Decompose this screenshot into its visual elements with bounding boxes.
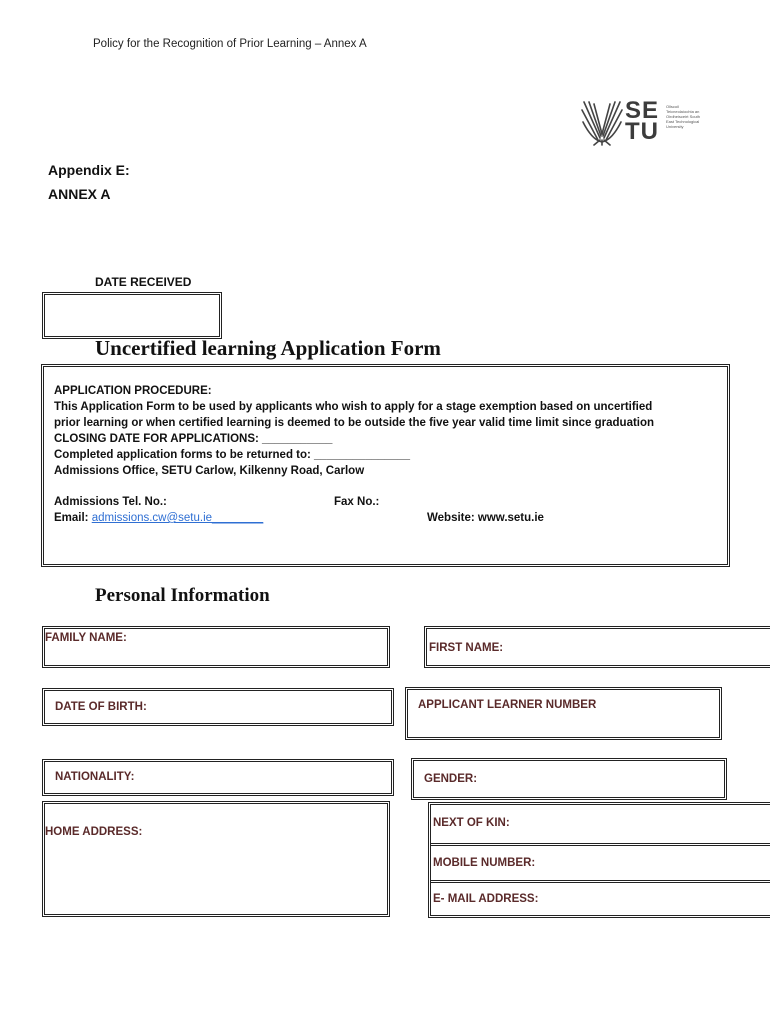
next-of-kin-label: NEXT OF KIN: bbox=[433, 817, 510, 829]
family-name-label: FAMILY NAME: bbox=[45, 632, 127, 644]
appendix-heading bbox=[48, 158, 130, 206]
email-link[interactable]: admissions.cw@setu.ie________ bbox=[91, 512, 264, 524]
learner-number-label: APPLICANT LEARNER NUMBER bbox=[418, 699, 597, 711]
mobile-label: MOBILE NUMBER: bbox=[433, 857, 536, 869]
setu-logo bbox=[580, 97, 701, 146]
date-received-label: DATE RECEIVED bbox=[95, 275, 192, 289]
procedure-line2: prior learning or when certified learning is deemed to be outside the five year valid time limit since graduation bbox=[54, 417, 655, 429]
logo-small-text: Ollscoil Teicneolaíochta an Oirdheisceirt South East Technological University bbox=[666, 104, 701, 129]
gender-label: GENDER: bbox=[424, 773, 478, 785]
mobile-number-field[interactable] bbox=[431, 846, 770, 880]
appendix-line2: ANNEX A bbox=[48, 186, 111, 202]
personal-info-title: Personal Information bbox=[95, 585, 270, 606]
setu-mark-icon bbox=[580, 100, 624, 146]
email-address-field[interactable] bbox=[431, 883, 770, 915]
contact-stack bbox=[428, 802, 770, 918]
application-procedure-box bbox=[41, 364, 730, 567]
email-label: Email: bbox=[54, 512, 89, 524]
dob-label: DATE OF BIRTH: bbox=[55, 701, 147, 713]
email-address-label: E- MAIL ADDRESS: bbox=[433, 893, 539, 905]
procedure-line1: This Application Form to be used by applicants who wish to apply for a stage exemption based on uncertified bbox=[54, 401, 653, 413]
page-header: Policy for the Recognition of Prior Learning – Annex A bbox=[93, 38, 367, 50]
gender-field[interactable] bbox=[411, 758, 727, 800]
admissions-office: Admissions Office, SETU Carlow, Kilkenny Road, Carlow bbox=[54, 465, 365, 477]
return-address-line: Completed application forms to be returned to: _______________ bbox=[54, 449, 410, 461]
form-title: Uncertified learning Application Form bbox=[95, 336, 441, 360]
nationality-label: NATIONALITY: bbox=[55, 771, 135, 783]
logo-letters-bottom: TU bbox=[625, 118, 659, 145]
procedure-heading: APPLICATION PROCEDURE: bbox=[54, 385, 212, 397]
logo-letters-top: SE bbox=[625, 97, 660, 124]
nationality-field[interactable] bbox=[42, 759, 394, 796]
date-received-box[interactable] bbox=[42, 292, 222, 339]
home-address-field[interactable] bbox=[42, 801, 390, 917]
learner-number-field[interactable] bbox=[405, 687, 722, 740]
fax-label: Fax No.: bbox=[334, 496, 380, 508]
website-text: Website: www.setu.ie bbox=[427, 512, 544, 524]
family-name-field[interactable] bbox=[42, 626, 390, 668]
closing-date: CLOSING DATE FOR APPLICATIONS: ___________ bbox=[54, 433, 333, 445]
home-address-label: HOME ADDRESS: bbox=[45, 826, 143, 838]
next-of-kin-field[interactable] bbox=[431, 805, 770, 843]
first-name-label: FIRST NAME: bbox=[429, 642, 504, 654]
appendix-line1: Appendix E: bbox=[48, 162, 130, 178]
tel-label: Admissions Tel. No.: bbox=[54, 496, 167, 508]
date-of-birth-field[interactable] bbox=[42, 688, 394, 726]
first-name-field[interactable] bbox=[424, 626, 770, 668]
